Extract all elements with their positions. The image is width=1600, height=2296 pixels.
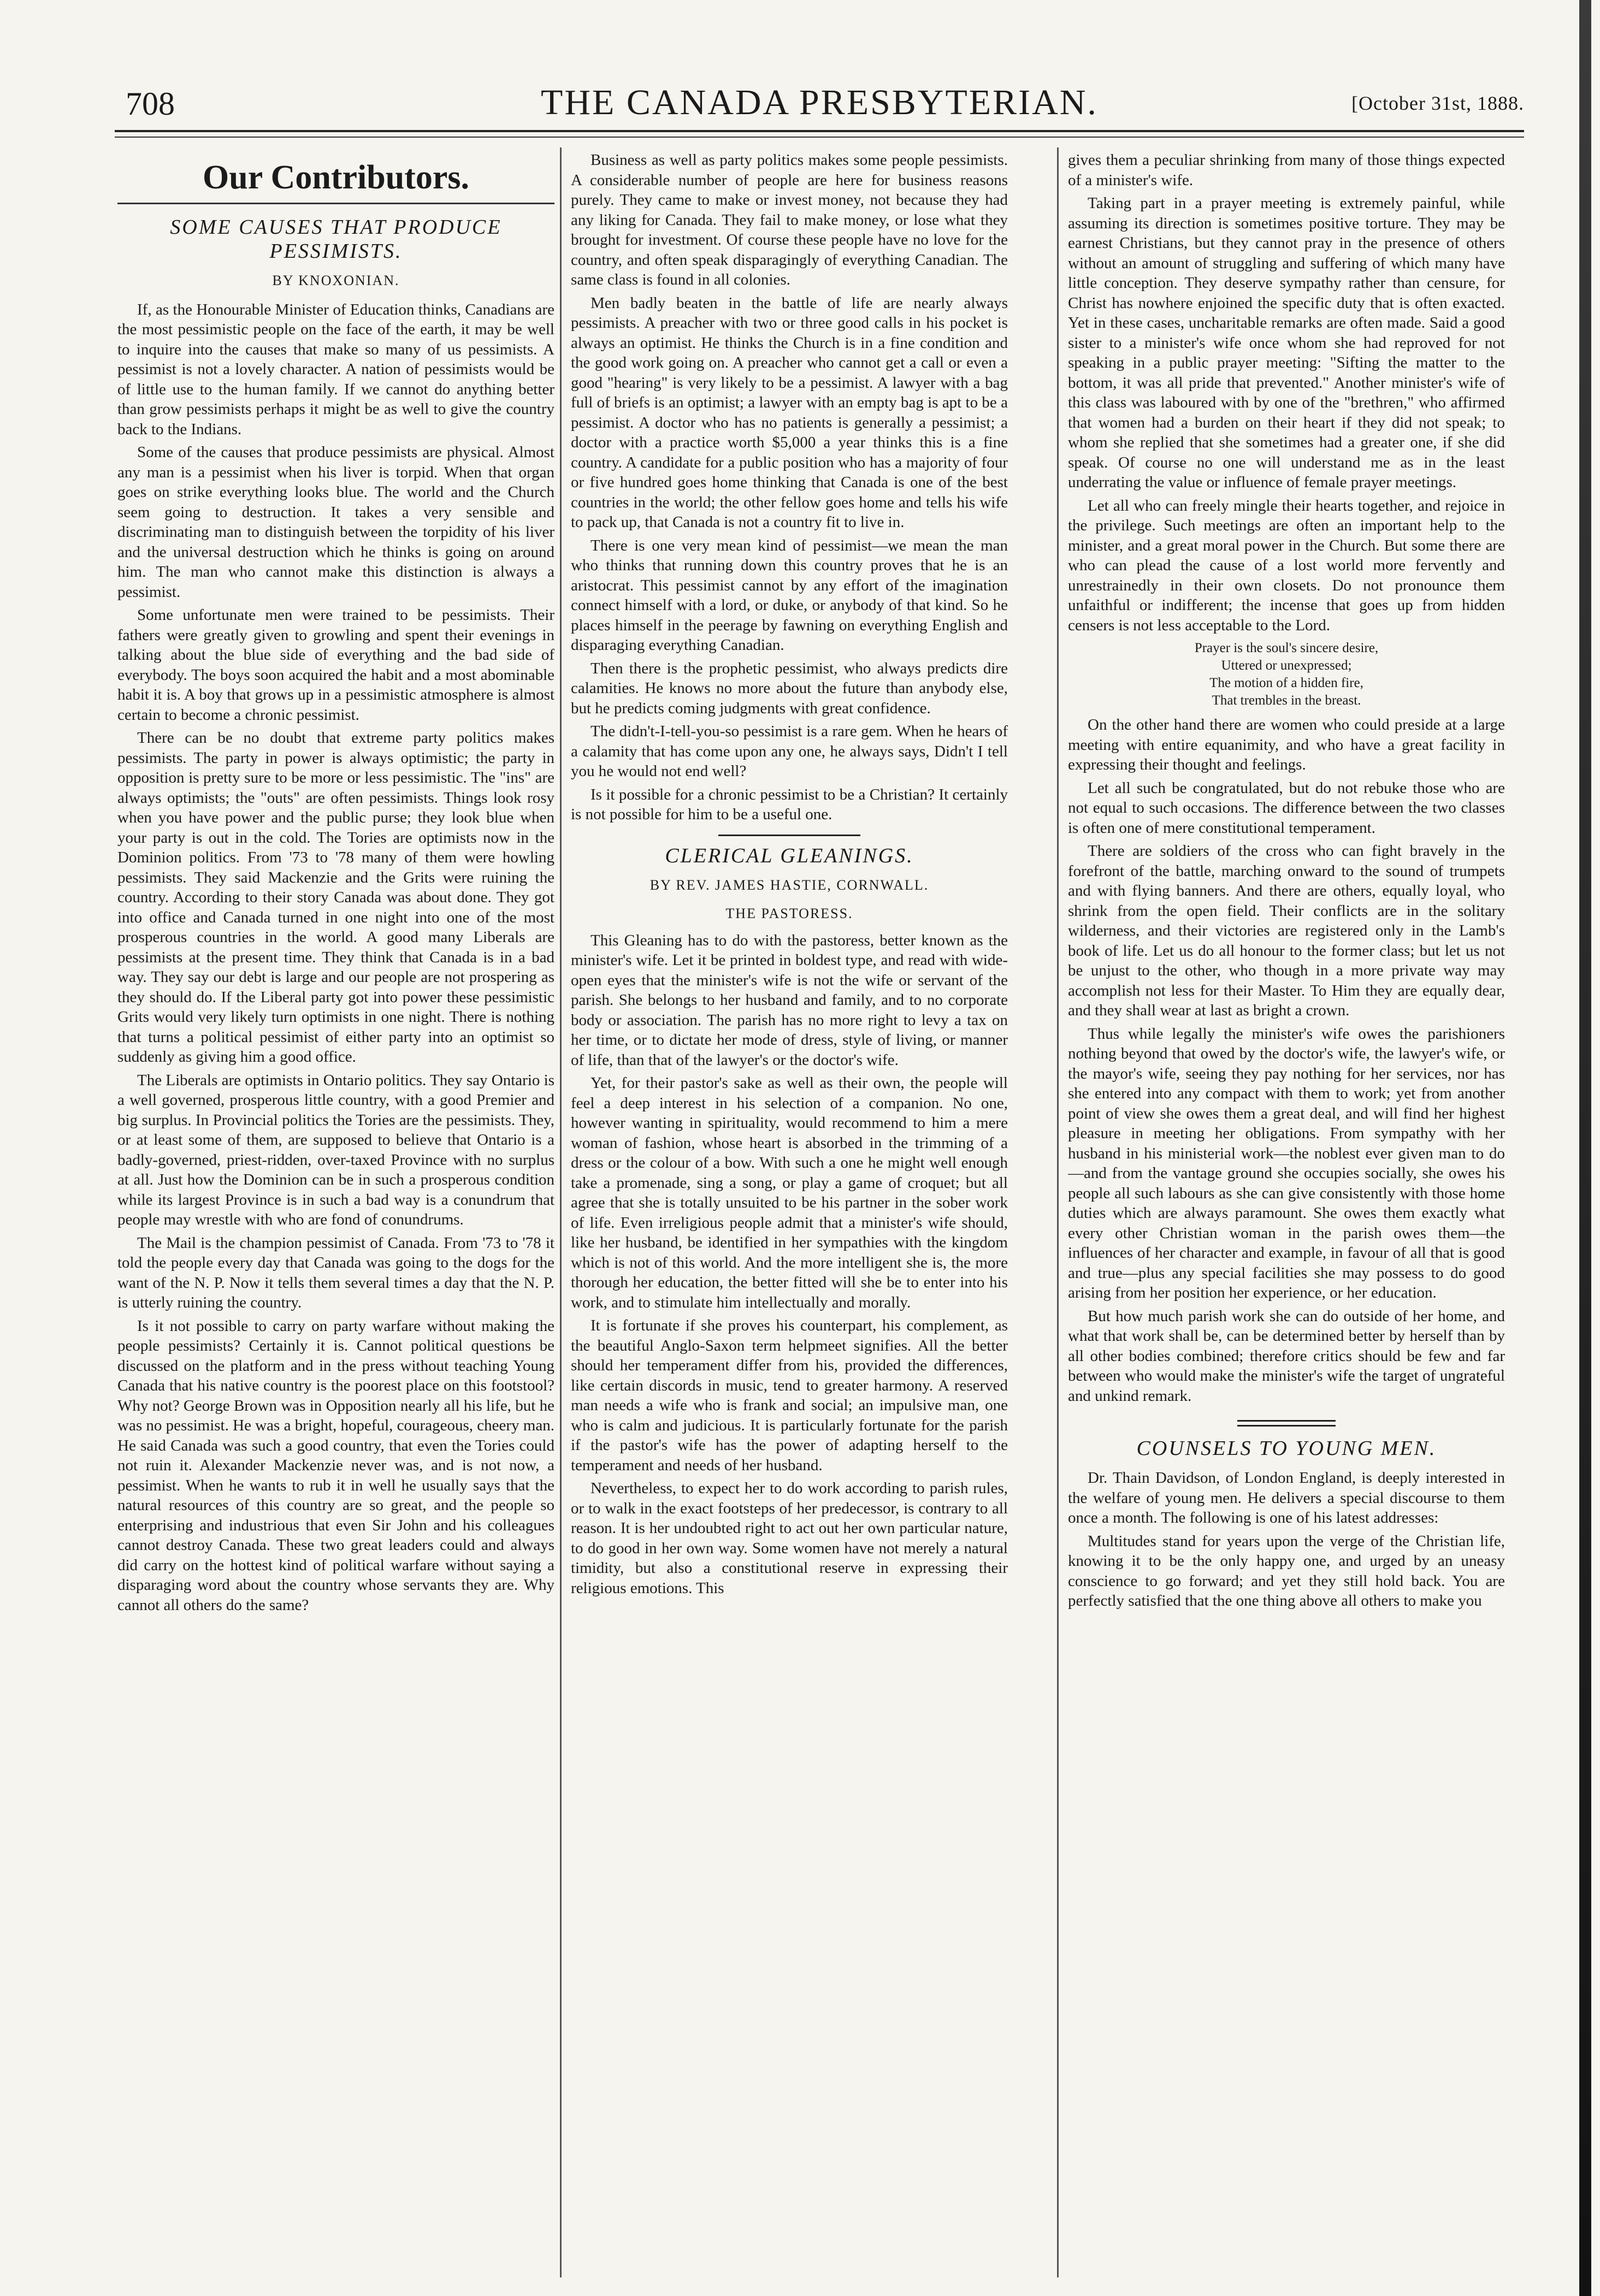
masthead-rule-thin <box>115 137 1524 138</box>
paragraph: Some of the causes that produce pessimists are physical. Almost any man is a pessimist when his liver is torpid. When that organ goes on strike everything looks blue. The world and the Church seem going to destruction. It takes a very sensible and discriminating man to distinguish between the torpidity of his liver and the universal destruction which he thinks is going on around him. The man who cannot make this distinction is always a pessimist. <box>117 443 554 601</box>
poem-line: Prayer is the soul's sincere desire, <box>1194 641 1379 655</box>
article-separator <box>718 835 860 836</box>
paragraph: There are soldiers of the cross who can fight bravely in the forefront of the battle, marching onward to the sound of trumpets and with flying banners. And there are others, equally loyal, who shrink from the open field. Their conflicts are in the solitary wilderness, and their victories are registered only in the Lamb's book of life. Let us do all honour to the former class; but let us not be unjust to the other, who though in a more private way may accomplish not less for their Master. To Him they are equally dear, and they shall wear at last as bright a crown. <box>1068 842 1505 1019</box>
paragraph: Some unfortunate men were trained to be pessimists. Their fathers were greatly given to growling and spent their evenings in talking about the blue side of everything and the bad side of everybody. The boys soon acquired the habit and a most abominable habit it is. A boy that grows up in a pessimistic atmosphere is almost certain to become a chronic pessimist. <box>117 606 554 724</box>
paragraph: Taking part in a prayer meeting is extremely painful, while assuming its direction is sometimes positive torture. They may be earnest Christians, but they cannot pray in the presence of others without an amount of struggling and suffering of which many have little conception. They deserve sympathy rather than censure, for Christ has nowhere enjoined the specific duty that is often exacted. Yet in these cases, uncharitable remarks are often made. Said a good sister to a minister's wife once whom she had reproved for not speaking in a public prayer meeting: "Sifting the matter to the bottom, it was all pride that prevented." Another minister's wife of this class was laboured with by one of the "brethren," who affirmed that women had a burden on their heart if they did not speak; to whom she replied that she sometimes had a greater one, if she did speak. Of course no one will understand me as in the least underrating the value or influence of female prayer meetings. <box>1068 194 1505 491</box>
paragraph: Yet, for their pastor's sake as well as their own, the people will feel a deep interest in his selection of a companion. No one, however wanting in spirituality, would recommend to him a mere woman of fashion, whose heart is absorbed in the trimming of a dress or the colour of a bow. With such a one he might well enough take a promenade, sing a song, or play a game of croquet; but all agree that she is totally unsuited to be his partner in the sober work of life. Even irreligious people admit that a minister's wife should, like her husband, be identified in her sympathies with the kingdom which is not of this world. And the more intelligent she is, the more thorough her education, the better fitted will she be to enter into his work, and to stimulate him intellectually and morally. <box>571 1074 1008 1311</box>
issue-date: [October 31st, 1888. <box>1351 92 1524 114</box>
paragraph: On the other hand there are women who could preside at a large meeting with entire equanimity, and who have a great facility in expressing their thought and feelings. <box>1068 716 1505 773</box>
paragraph: There is one very mean kind of pessimist—we mean the man who thinks that running down this country proves that he is an aristocrat. This pessimist cannot by any effort of the imagination connect himself with a lord, or duke, or anybody of that kind. So he places himself in the peerage by fawning on everything English and disparaging everything Canadian. <box>571 536 1008 654</box>
article-title: COUNSELS TO YOUNG MEN. <box>1136 1437 1437 1460</box>
poem-line: That trembles in the breast. <box>1212 693 1361 708</box>
paragraph: There can be no doubt that extreme party politics makes pessimists. The party in power is always optimistic; the party in opposition is pretty sure to be more or less pessimistic. The "ins" are always optimists; the "outs" are often pessimists. Things look rosy when you have power and the public purse; they look blue when your party is out in the cold. The Tories are optimists now in the Dominion politics. From '73 to '78 many of them were howling pessimists. They said Mackenzie and the Grits were ruining the country. According to their story Canada was about done. They got into office and Canada turned in one night into one of the most prosperous countries in the world. A good many Liberals are pessimists at the present time. They think that Canada is in a bad way. They say our debt is large and our people are not prospering as they should do. If the Liberal party got into power these pessimistic Grits would very likely turn optimists in one night. There is nothing that turns a political pessimist of either party into an optimist so suddenly as giving him a good office. <box>117 729 554 1066</box>
column-2 <box>571 150 1008 2269</box>
poem <box>1068 640 1505 709</box>
paragraph: This Gleaning has to do with the pastoress, better known as the minister's wife. Let it be printed in boldest type, and read with wide-open eyes that the minister's wife is not the wife or servant of the parish. She belongs to her husband and family, and to no corporate body or association. The parish has no more right to levy a tax on her time, or to dictate her mode of dress, style of living, or manner of life, than that of the lawyer's or the doctor's wife. <box>571 931 1008 1069</box>
paragraph: Nevertheless, to expect her to do work according to parish rules, or to walk in the exact footsteps of her predecessor, is contrary to all reason. It is her undoubted right to act out her own particular nature, to do good in her own way. Some women have not merely a natural timidity, but also a constitutional reserve in expressing their religious emotions. This <box>571 1480 1008 1597</box>
paragraph: Let all who can freely mingle their hearts together, and rejoice in the privilege. Such meetings are often an important help to the minister, and a great moral power in the Church. But some there are who can plead the cause of a lost world more fervently and unrestrainedly in their own closets. Do not pronounce them unfaithful or indifferent; the incense that goes up from hidden censers is not less acceptable to the Lord. <box>1068 496 1505 634</box>
column-divider <box>1057 147 1059 2277</box>
masthead <box>115 82 1524 147</box>
article-title: SOME CAUSES THAT PRODUCE PESSIMISTS. <box>170 216 502 263</box>
section-header: Our Contributors. <box>117 156 554 204</box>
publication-title: THE CANADA PRESBYTERIAN. <box>541 82 1098 122</box>
poem-line: The motion of a hidden fire, <box>1209 676 1363 690</box>
paragraph: The didn't-I-tell-you-so pessimist is a rare gem. When he hears of a calamity that has come upon any one, he always says, Didn't I tell you he would not end well? <box>571 723 1008 780</box>
paragraph: It is fortunate if she proves his counterpart, his complement, as the beautiful Anglo-Saxon term helpmeet signifies. All the better should her temperament differ from his, provided the differences, like certain discords in music, tend to greater harmony. A reserved man needs a wife who is frank and social; an impulsive man, one who is calm and judicious. It is particularly fortunate for the parish if the pastor's wife has the power of adapting herself to the temperament and needs of her husband. <box>571 1317 1008 1474</box>
paragraph: Let all such be congratulated, but do not rebuke those who are not equal to such occasions. The difference between the two classes is often one of mere constitutional temperament. <box>1068 779 1505 837</box>
paragraph: The Mail is the champion pessimist of Canada. From '73 to '78 it told the people every day that Canada was going to the dogs for the want of the N. P. Now it tells them several times a day that the N. P. is utterly ruining the country. <box>117 1234 554 1311</box>
paragraph: Business as well as party politics makes some people pessimists. A considerable number of people are here for business reasons purely. They came to make or invest money, not because they had any liking for Canada. They fail to make money, or lose what they brought for investment. Of course these people have no love for the country, and often speak disparagingly of everything Canadian. The same class is found in all colonies. <box>571 151 1008 288</box>
paragraph: Is it not possible to carry on party warfare without making the people pessimists? Certainly it is. Cannot political questions be discussed on the platform and in the press without teaching Young Canada that his native country is the poorest place on this footstool? Why not? George Brown was in Opposition nearly all his life, but he was no pessimist. He was a bright, hopeful, courageous, cheery man. He said Canada was such a good country, that even the Tories could not ruin it. Alexander Mackenzie never was, and is not now, a pessimist. When he wants to rub it in well he usually says that the natural resources of this country are so great, and the people so enterprising and industrious that even Sir John and his colleagues cannot destroy Canada. These two great leaders could and always did carry on the hottest kind of political warfare without saying a disparaging word about the country whose servants they are. Why cannot all others do the same? <box>117 1317 554 1614</box>
paragraph: Multitudes stand for years upon the verge of the Christian life, knowing it to be the only happy one, and urged by an uneasy conscience to go forward; and yet they still hold back. You are perfectly satisfied that the one thing above all others to make you <box>1068 1532 1505 1609</box>
column-divider <box>560 147 562 2277</box>
paragraph: Thus while legally the minister's wife owes the parishioners nothing beyond that owed by the doctor's wife, the lawyer's wife, or the mayor's wife, seeing they pay nothing for her services, nor has she entered into any compact with them to work; yet from another point of view she owes them a great deal, and will find her highest pleasure in meeting her obligations. From sympathy with her husband in his ministerial work—the noblest ever given man to do—and from the vantage ground she occupies socially, she owes his people all such labours as she can give consistently with those home duties which are always paramount. She owes them exactly what every other Christian woman in the parish owes them—the influences of her character and example, in favour of all that is good and true—plus any special facilities she may possess to do good arising from her position her experience, or her education. <box>1068 1025 1505 1301</box>
column-3 <box>1068 150 1505 2269</box>
article-separator <box>1237 1420 1336 1427</box>
article-subhead: THE PASTORESS. <box>725 906 853 921</box>
paragraph: Then there is the prophetic pessimist, who always predicts dire calamities. He knows no more about the future than anybody else, but he predicts coming judgments with great confidence. <box>571 659 1008 717</box>
paragraph: If, as the Honourable Minister of Education thinks, Canadians are the most pessimistic people on the face of the earth, it may be well to inquire into the causes that make so many of us pessimists. A pessimist is not a lovely character. A nation of pessimists would be of little use to the human family. If we cannot do anything better than grow pessimists perhaps it might be as well to give the country back to the Indians. <box>117 300 554 438</box>
page-number: 708 <box>126 86 175 122</box>
paragraph: Is it possible for a chronic pessimist to be a Christian? It certainly is not possible for him to be a useful one. <box>571 785 1008 823</box>
article-byline: BY KNOXONIAN. <box>272 273 400 288</box>
poem-line: Uttered or unexpressed; <box>1221 658 1352 673</box>
paragraph: gives them a peculiar shrinking from many of those things expected of a minister's wife. <box>1068 151 1505 189</box>
paragraph: Dr. Thain Davidson, of London England, is deeply interested in the welfare of young men. He delivers a special discourse to them once a month. The following is one of his latest addresses: <box>1068 1469 1505 1526</box>
masthead-rule <box>115 130 1524 132</box>
paragraph: Men badly beaten in the battle of life are nearly always pessimists. A preacher with two or three good calls in his pocket is always an optimist. He thinks the Church is in a fine condition and the good work going on. A preacher who cannot get a call or even a good "hearing" is very likely to be a pessimist. A lawyer with a bag full of briefs is an optimist; a lawyer with an empty bag is apt to be a pessimist. A doctor who has no patients is generally a pessimist; a doctor with a practice worth $5,000 a year thinks this is a fine country. A candidate for a public position who has a majority of four or five hundred goes home thinking that Canada is one of the best countries in the world; the other fellow goes home and tells his wife to pack up, that Canada is not a country fit to live in. <box>571 294 1008 531</box>
page-edge-shadow <box>1579 0 1591 2296</box>
article-byline: BY REV. JAMES HASTIE, CORNWALL. <box>650 877 929 893</box>
article-title: CLERICAL GLEANINGS. <box>665 844 914 867</box>
column-1 <box>117 150 554 2269</box>
paragraph: The Liberals are optimists in Ontario politics. They say Ontario is a well governed, prosperous little country, with a good Premier and big surplus. In Provincial politics the Tories are the pessimists. They, or at least some of them, are supposed to believe that Ontario is a badly-governed, priest-ridden, over-taxed Province with no surplus at all. Just how the Dominion can be in such a prosperous condition while its largest Province is in such a bad way is a conundrum that people may wrestle with who are fond of conundrums. <box>117 1071 554 1228</box>
paragraph: But how much parish work she can do outside of her home, and what that work shall be, can be determined better by herself than by all other bodies combined; therefore critics should be few and far between who would make the minister's wife the target of ungrateful and unkind remark. <box>1068 1307 1505 1405</box>
